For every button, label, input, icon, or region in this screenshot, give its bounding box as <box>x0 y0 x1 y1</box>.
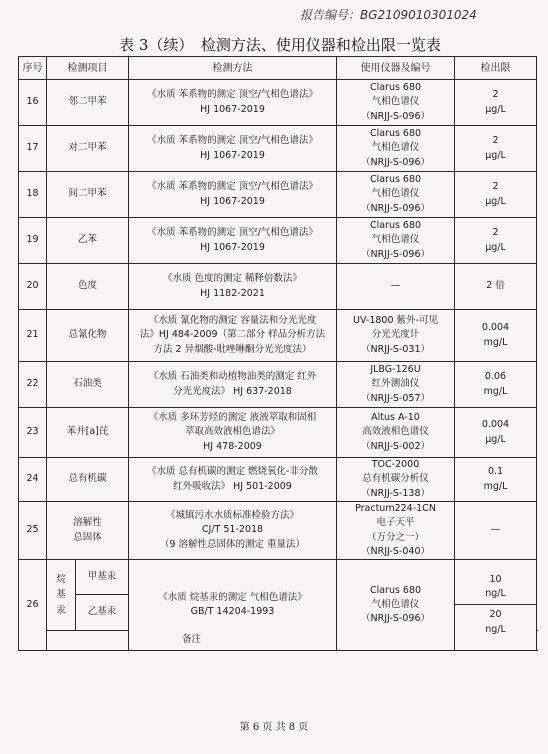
item-cell-line: 石油类 <box>73 378 102 390</box>
table-row-26a <box>19 560 537 631</box>
instrument-cell-line: （NRJJ-S-057） <box>361 392 430 404</box>
instrument-cell <box>337 362 455 408</box>
item-cell-alkylmercury <box>47 560 129 631</box>
instrument-cell-line: （NRJJ-S-096） <box>361 202 430 214</box>
limit-cell-line: 2 <box>492 181 499 193</box>
item-cell <box>47 310 129 362</box>
item-cell-line: 总固体 <box>73 531 102 543</box>
item-cell-line: 溶解性 <box>73 517 102 529</box>
item-cell-line: 总有机碳 <box>68 473 107 485</box>
remarks-label: 备注 <box>47 631 337 651</box>
seq-cell <box>19 218 47 264</box>
seq-cell-line: 17 <box>26 142 39 154</box>
limit-cell-line: 0.06 <box>484 371 507 383</box>
instrument-cell-line: （NRJJ-S-138） <box>361 487 430 499</box>
instrument-cell <box>337 408 455 458</box>
item-cell <box>47 172 129 218</box>
table-header-row <box>19 57 537 80</box>
instrument-cell-line: （万分之一） <box>366 531 424 543</box>
instrument-cell-line: Practum224-1CN <box>355 503 436 514</box>
seq-cell <box>19 502 47 560</box>
instrument-cell-line: JLBG-126U <box>370 364 421 376</box>
table-row <box>19 408 537 458</box>
limit-cell-line: μg/L <box>485 433 506 445</box>
instrument-cell-line: （NRJJ-S-096） <box>361 156 430 168</box>
limit-cell-line: 2 倍 <box>486 280 505 292</box>
limit-cell <box>455 408 537 458</box>
instrument-cell-line: （NRJJ-S-096） <box>361 110 430 122</box>
method-cell-line: 《水质 苯系物的测定 顶空/气相色谱法》 <box>147 181 318 193</box>
seq-cell-line: 23 <box>26 426 39 438</box>
instrument-cell-line: （NRJJ-S-031） <box>361 343 430 355</box>
method-cell <box>129 172 337 218</box>
method-cell-line: 《城镇污水水质标准检验方法》 <box>165 510 299 522</box>
limit-cell <box>455 264 537 310</box>
instrument-cell-line: Clarus 680 <box>369 220 422 232</box>
item-cell <box>47 362 129 408</box>
instrument-cell-line: 气相色谱仪 <box>371 96 420 108</box>
table-row <box>19 218 537 264</box>
col-header-seq: 序号 <box>19 57 47 80</box>
instrument-cell <box>337 126 455 172</box>
limit-cell-line: 0.1 <box>487 466 504 478</box>
instrument-cell-line: 气相色谱仪 <box>371 142 420 154</box>
method-cell-line: HJ 1182-2021 <box>200 287 265 299</box>
limit-cell <box>455 126 537 172</box>
seq-cell <box>19 264 47 310</box>
item-cell-line: 对二甲苯 <box>68 142 107 154</box>
method-cell-26: 《水质 烷基汞的测定 气相色谱法》 GB/T 14204-1993 <box>129 560 337 651</box>
instrument-cell-line: （NRJJ-S-040） <box>361 545 430 557</box>
limit-cell-line: mg/L <box>483 385 508 397</box>
item-cell-line: 苯并[a]芘 <box>66 426 109 438</box>
instrument-cell-line: 分光光度计 <box>371 329 420 341</box>
limit-cell <box>455 502 537 560</box>
col-header-limit: 检出限 <box>455 57 537 80</box>
item-cell <box>47 458 129 502</box>
limit-cell <box>455 80 537 126</box>
instrument-cell-line: 气相色谱仪 <box>371 188 420 200</box>
limit-cell-line: μg/L <box>485 149 506 161</box>
seq-cell-line: 19 <box>26 234 39 246</box>
limit-cell-line: — <box>490 524 501 536</box>
method-cell-line: 《水质 石油类和动植物油类的测定 红外 <box>148 371 317 383</box>
item-cell <box>47 218 129 264</box>
table-row <box>19 502 537 560</box>
method-cell <box>129 408 337 458</box>
instrument-cell-line: （NRJJ-S-002） <box>361 440 430 452</box>
seq-cell-line: 16 <box>26 96 39 108</box>
method-cell-line: HJ 1067-2019 <box>200 195 265 207</box>
method-cell <box>129 502 337 560</box>
limit-cell <box>455 458 537 502</box>
method-cell-line: 《水质 苯系物的测定 顶空/气相色谱法》 <box>147 135 318 147</box>
seq-cell: 26 <box>19 560 47 651</box>
item-cell-line: 色度 <box>77 280 97 292</box>
instrument-cell <box>337 502 455 560</box>
instrument-cell-line: 总有机碳分析仪 <box>362 473 429 485</box>
table-row <box>19 80 537 126</box>
method-cell <box>129 458 337 502</box>
report-number-value: BG2109010301024 <box>360 8 477 22</box>
limit-cell-line: μg/L <box>485 241 506 253</box>
page-footer: 第 6 页 共 8 页 <box>239 722 309 733</box>
method-cell <box>129 218 337 264</box>
instrument-cell <box>337 80 455 126</box>
instrument-cell-line: Altus A-10 <box>371 412 420 424</box>
seq-cell-line: 18 <box>26 188 39 200</box>
method-cell-line: 《水质 总有机碳的测定 燃烧氧化-非分散 <box>147 466 318 478</box>
method-cell <box>129 126 337 172</box>
instrument-cell-line: Clarus 680 <box>369 128 422 140</box>
limit-cell-line: 2 <box>492 135 499 147</box>
instrument-cell-line: Clarus 680 <box>369 82 422 94</box>
limit-methylmercury: 10 ng/L <box>455 570 536 605</box>
seq-cell-line: 25 <box>26 524 39 536</box>
limit-cell <box>455 172 537 218</box>
seq-cell-line: 24 <box>26 473 39 485</box>
instrument-cell-line: Clarus 680 <box>369 174 422 186</box>
method-cell-line: （9 溶解性总固体的测定 重量法） <box>159 538 306 550</box>
seq-cell <box>19 408 47 458</box>
sub-item-methylmercury: 甲基汞 <box>76 560 129 595</box>
sub-item-ethylmercury: 乙基汞 <box>87 606 117 618</box>
instrument-cell-line: UV-1800 紫外-可见 <box>353 315 438 327</box>
item-cell <box>47 502 129 560</box>
table-row <box>19 172 537 218</box>
limit-cell-line: μg/L <box>485 195 506 207</box>
method-cell-line: HJ 1067-2019 <box>200 103 265 115</box>
instrument-cell-line: （NRJJ-S-096） <box>361 248 430 260</box>
instrument-cell-line: 气相色谱仪 <box>371 234 420 246</box>
item-cell-line: 乙苯 <box>77 234 97 246</box>
item-cell <box>47 126 129 172</box>
limit-ethylmercury: 20 ng/L <box>485 609 506 635</box>
limit-cell <box>455 218 537 264</box>
method-cell <box>129 264 337 310</box>
col-header-instrument: 使用仪器及编号 <box>337 57 455 80</box>
seq-cell <box>19 362 47 408</box>
table-title: 表 3（续） 检测方法、使用仪器和检出限一览表 <box>119 36 441 54</box>
seq-cell <box>19 172 47 218</box>
method-cell-line: 萃取高效液相色谱法》 <box>184 426 280 438</box>
instrument-cell-line: 电子天平 <box>376 517 415 529</box>
method-cell-line: 红外吸收法》 HJ 501-2009 <box>173 480 292 492</box>
method-cell-line: 《水质 多环芳烃的测定 液液萃取和固相 <box>148 412 317 424</box>
instrument-cell <box>337 218 455 264</box>
limit-cell-line: μg/L <box>485 103 506 115</box>
table-body <box>19 80 537 651</box>
method-cell-line: 《水质 氰化物的测定 容量法和分光光度 <box>148 315 317 327</box>
limit-cell <box>455 362 537 408</box>
method-cell-line: 《水质 苯系物的测定 顶空/气相色谱法》 <box>147 227 318 239</box>
col-header-item: 检测项目 <box>47 57 129 80</box>
instrument-cell-line: 高效液相色谱仪 <box>362 426 429 438</box>
method-cell-line: 方法 2 异烟酸-吡唑啉酮分光光度法） <box>153 343 312 355</box>
limit-cell-line: mg/L <box>483 480 508 492</box>
report-number <box>300 6 540 23</box>
report-number-label: 报告编号： <box>300 8 361 22</box>
col-header-method: 检测方法 <box>129 57 337 80</box>
limit-cell-line: 2 <box>492 227 499 239</box>
limit-cell-line: 2 <box>492 89 499 101</box>
method-cell-line: 分光光度法》 HJ 637-2018 <box>173 385 292 397</box>
method-cell-line: 《水质 苯系物的测定 顶空/气相色谱法》 <box>147 89 318 101</box>
seq-cell <box>19 310 47 362</box>
method-cell-line: HJ 1067-2019 <box>200 149 265 161</box>
method-cell <box>129 362 337 408</box>
item-cell-line: 邻二甲苯 <box>68 96 107 108</box>
limit-cell-26 <box>455 560 537 651</box>
seq-cell <box>19 458 47 502</box>
table-row <box>19 362 537 408</box>
item-cell <box>47 80 129 126</box>
instrument-cell-line: 红外测油仪 <box>371 378 420 390</box>
method-cell-line: CJ/T 51-2018 <box>201 524 264 536</box>
item-cell-line: 总氰化物 <box>68 329 107 341</box>
method-cell <box>129 310 337 362</box>
seq-cell <box>19 80 47 126</box>
limit-cell-line: 0.004 <box>481 322 510 334</box>
instrument-cell <box>337 172 455 218</box>
instrument-cell <box>337 310 455 362</box>
item-cell-line: 间二甲苯 <box>68 188 107 200</box>
item-cell <box>47 264 129 310</box>
table-row <box>19 458 537 502</box>
seq-cell-line: 20 <box>26 280 39 292</box>
seq-cell-line: 21 <box>26 329 39 341</box>
methods-table <box>18 56 537 651</box>
method-cell-line: 《水质 色度的测定 稀释倍数法》 <box>162 273 303 285</box>
seq-cell-line: 22 <box>26 378 39 390</box>
method-cell <box>129 80 337 126</box>
table-row <box>19 126 537 172</box>
alkylmercury-subtable <box>47 560 128 630</box>
limit-cell-line: mg/L <box>483 336 508 348</box>
instrument-cell-line: TOC-2000 <box>371 459 420 471</box>
table-row <box>19 310 537 362</box>
instrument-cell-26: Clarus 680 气相色谱仪 （NRJJ-S-096） <box>337 560 455 651</box>
group-label-alkylmercury: 烷 基 汞 <box>47 560 76 630</box>
limit-cell <box>455 310 537 362</box>
item-cell <box>47 408 129 458</box>
method-cell-line: 法》HJ 484-2009（第二部分 样品分析方法 <box>139 329 326 341</box>
instrument-cell-line: — <box>390 280 401 292</box>
table-row <box>19 264 537 310</box>
method-cell-line: HJ 478-2009 <box>203 440 262 452</box>
seq-cell <box>19 126 47 172</box>
instrument-cell <box>337 264 455 310</box>
instrument-cell <box>337 458 455 502</box>
method-cell-line: HJ 1067-2019 <box>200 241 265 253</box>
limit-cell-line: 0.004 <box>481 419 510 431</box>
